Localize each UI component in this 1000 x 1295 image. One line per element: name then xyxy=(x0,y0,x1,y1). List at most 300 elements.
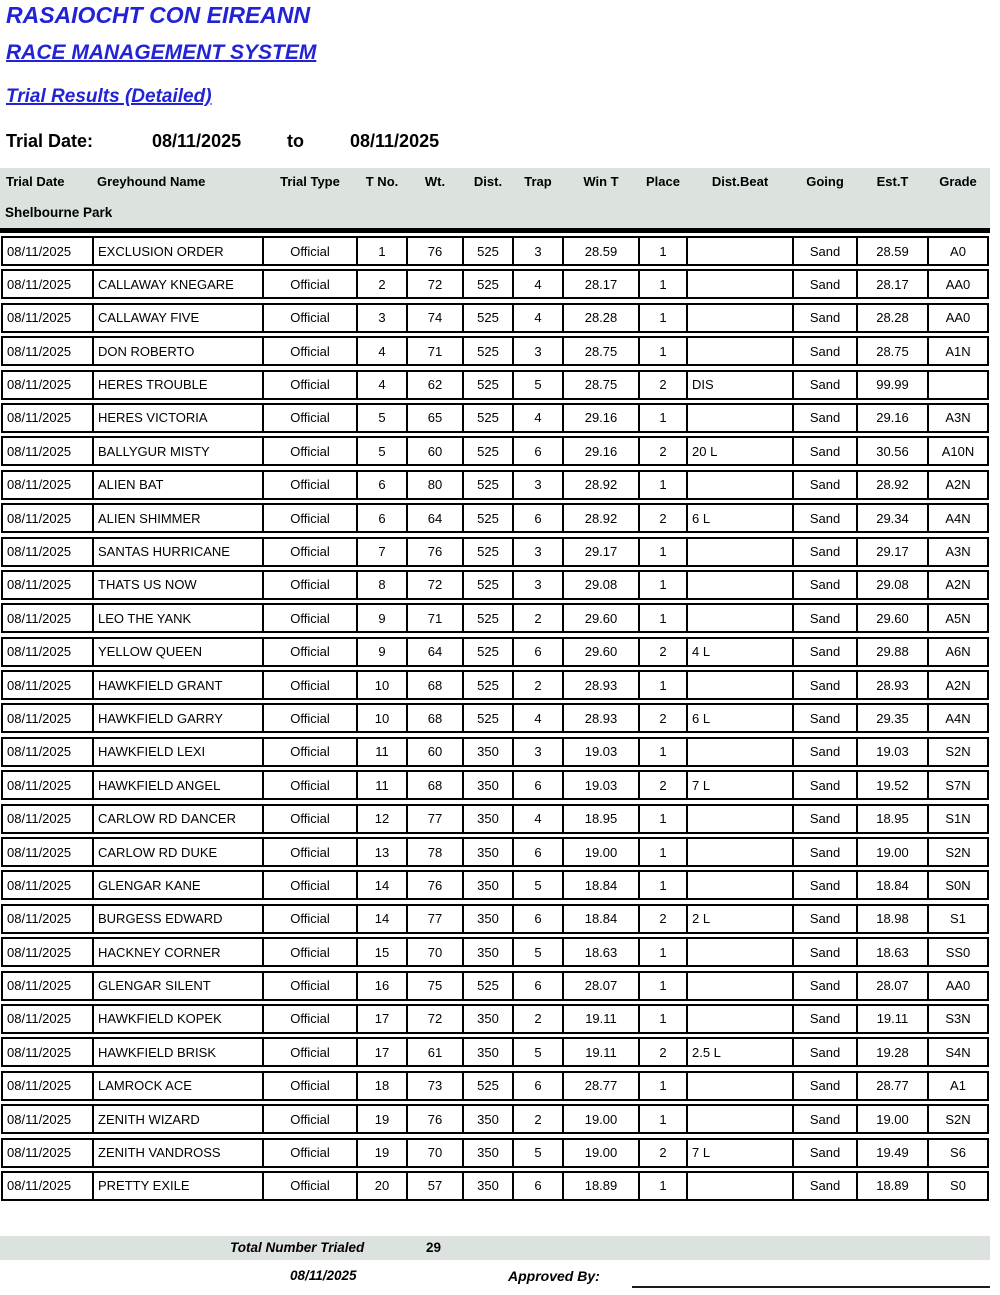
cell-greyhound-name: CALLAWAY FIVE xyxy=(94,305,264,331)
cell-grade: S0N xyxy=(945,877,971,893)
cell-win-t: 28.93 xyxy=(564,672,640,698)
cell-trap: 2 xyxy=(514,1006,564,1032)
cell-grade: A1N xyxy=(945,343,971,359)
table-row xyxy=(1,637,989,667)
cell-going: Sand xyxy=(794,739,858,765)
table-row xyxy=(1,804,989,834)
cell-trap: 3 xyxy=(514,539,564,565)
system-title: RACE MANAGEMENT SYSTEM xyxy=(6,41,317,64)
cell-trap: 2 xyxy=(514,672,564,698)
cell-trial-type: Official xyxy=(264,839,358,865)
cell-going: Sand xyxy=(794,1073,858,1099)
cell-grade: S6 xyxy=(950,1145,966,1161)
cell-dist-beat xyxy=(688,572,794,598)
cell-trial-type: Official xyxy=(264,973,358,999)
cell-est-t: 19.00 xyxy=(858,1106,929,1132)
cell-trial-type: Official xyxy=(264,271,358,297)
cell-trial-type: Official xyxy=(264,639,358,665)
cell-place: 1 xyxy=(640,605,688,631)
cell-trial-date: 08/11/2025 xyxy=(3,739,94,765)
cell-place: 1 xyxy=(640,539,688,565)
cell-t-no: 13 xyxy=(358,839,408,865)
total-trialed-value: 29 xyxy=(426,1240,442,1255)
cell-dist: 525 xyxy=(464,572,514,598)
cell-wt: 68 xyxy=(408,672,464,698)
cell-trial-date: 08/11/2025 xyxy=(3,238,94,264)
table-row xyxy=(1,503,989,533)
cell-est-t: 28.77 xyxy=(858,1073,929,1099)
cell-win-t: 18.95 xyxy=(564,806,640,832)
cell-going: Sand xyxy=(794,405,858,431)
cell-greyhound-name: ZENITH VANDROSS xyxy=(94,1140,264,1166)
cell-trap: 5 xyxy=(514,1039,564,1065)
cell-going: Sand xyxy=(794,672,858,698)
table-header-row xyxy=(2,174,988,189)
cell-t-no: 12 xyxy=(358,806,408,832)
table-row xyxy=(1,570,989,600)
cell-t-no: 15 xyxy=(358,939,408,965)
cell-wt: 77 xyxy=(408,906,464,932)
column-header-trial-date: Trial Date xyxy=(6,174,65,189)
cell-trap: 2 xyxy=(514,1106,564,1132)
cell-dist-beat xyxy=(688,839,794,865)
cell-t-no: 10 xyxy=(358,705,408,731)
cell-trial-date: 08/11/2025 xyxy=(3,539,94,565)
cell-grade: A5N xyxy=(945,610,971,626)
table-header-band xyxy=(0,168,990,228)
cell-dist: 525 xyxy=(464,539,514,565)
cell-going: Sand xyxy=(794,1173,858,1199)
table-row xyxy=(1,537,989,567)
cell-greyhound-name: ALIEN BAT xyxy=(94,472,264,498)
cell-grade: AA0 xyxy=(945,310,971,326)
cell-wt: 62 xyxy=(408,372,464,398)
cell-dist: 525 xyxy=(464,438,514,464)
cell-win-t: 28.75 xyxy=(564,338,640,364)
cell-est-t: 19.28 xyxy=(858,1039,929,1065)
cell-wt: 68 xyxy=(408,772,464,798)
cell-trial-date: 08/11/2025 xyxy=(3,605,94,631)
cell-trial-date: 08/11/2025 xyxy=(3,973,94,999)
cell-grade: AA0 xyxy=(945,978,971,994)
cell-dist-beat xyxy=(688,739,794,765)
cell-dist: 525 xyxy=(464,639,514,665)
cell-win-t: 28.93 xyxy=(564,705,640,731)
cell-dist-beat xyxy=(688,539,794,565)
cell-place: 1 xyxy=(640,1073,688,1099)
cell-dist: 525 xyxy=(464,338,514,364)
trial-date-from: 08/11/2025 xyxy=(152,131,242,151)
cell-trial-type: Official xyxy=(264,872,358,898)
cell-wt: 76 xyxy=(408,872,464,898)
cell-greyhound-name: HAWKFIELD GRANT xyxy=(94,672,264,698)
cell-grade: S2N xyxy=(945,744,971,760)
cell-trial-type: Official xyxy=(264,1140,358,1166)
cell-wt: 77 xyxy=(408,806,464,832)
cell-trial-type: Official xyxy=(264,1039,358,1065)
column-header-wt: Wt. xyxy=(424,174,446,189)
cell-wt: 72 xyxy=(408,1006,464,1032)
cell-grade: A1 xyxy=(950,1078,966,1094)
table-row xyxy=(1,770,989,800)
cell-grade: S2N xyxy=(945,844,971,860)
cell-greyhound-name: HAWKFIELD KOPEK xyxy=(94,1006,264,1032)
trial-date-line xyxy=(6,131,606,155)
table-row xyxy=(1,303,989,333)
cell-grade: S0 xyxy=(950,1178,966,1194)
cell-trial-date: 08/11/2025 xyxy=(3,1039,94,1065)
cell-dist-beat xyxy=(688,973,794,999)
cell-trap: 2 xyxy=(514,605,564,631)
cell-trial-date: 08/11/2025 xyxy=(3,472,94,498)
total-trialed-label: Total Number Trialed xyxy=(230,1240,365,1255)
cell-win-t: 18.84 xyxy=(564,906,640,932)
cell-trap: 6 xyxy=(514,639,564,665)
cell-trial-date: 08/11/2025 xyxy=(3,1140,94,1166)
cell-est-t: 19.03 xyxy=(858,739,929,765)
report-title: Trial Results (Detailed) xyxy=(6,86,212,107)
cell-dist-beat: DIS xyxy=(688,372,794,398)
cell-dist-beat xyxy=(688,1106,794,1132)
cell-dist: 525 xyxy=(464,405,514,431)
cell-t-no: 20 xyxy=(358,1173,408,1199)
cell-place: 1 xyxy=(640,872,688,898)
cell-trial-date: 08/11/2025 xyxy=(3,1006,94,1032)
cell-greyhound-name: BURGESS EDWARD xyxy=(94,906,264,932)
cell-t-no: 14 xyxy=(358,906,408,932)
cell-going: Sand xyxy=(794,839,858,865)
cell-greyhound-name: DON ROBERTO xyxy=(94,338,264,364)
cell-dist-beat: 20 L xyxy=(688,438,794,464)
cell-dist-beat xyxy=(688,238,794,264)
cell-place: 1 xyxy=(640,672,688,698)
cell-trial-type: Official xyxy=(264,539,358,565)
cell-grade: S4N xyxy=(945,1044,971,1060)
cell-greyhound-name: LAMROCK ACE xyxy=(94,1073,264,1099)
cell-greyhound-name: PRETTY EXILE xyxy=(94,1173,264,1199)
cell-trial-type: Official xyxy=(264,705,358,731)
cell-win-t: 28.75 xyxy=(564,372,640,398)
cell-trial-type: Official xyxy=(264,672,358,698)
cell-place: 2 xyxy=(640,438,688,464)
cell-dist: 350 xyxy=(464,1006,514,1032)
cell-dist: 350 xyxy=(464,906,514,932)
cell-place: 2 xyxy=(640,772,688,798)
cell-wt: 73 xyxy=(408,1073,464,1099)
cell-place: 2 xyxy=(640,906,688,932)
cell-going: Sand xyxy=(794,372,858,398)
column-header-trial-type: Trial Type xyxy=(280,174,340,189)
cell-win-t: 28.77 xyxy=(564,1073,640,1099)
cell-est-t: 29.16 xyxy=(858,405,929,431)
cell-dist: 525 xyxy=(464,672,514,698)
column-header-greyhound-name: Greyhound Name xyxy=(97,174,206,189)
cell-win-t: 28.92 xyxy=(564,472,640,498)
cell-wt: 70 xyxy=(408,1140,464,1166)
cell-win-t: 19.11 xyxy=(564,1039,640,1065)
cell-wt: 60 xyxy=(408,739,464,765)
cell-t-no: 9 xyxy=(358,639,408,665)
cell-est-t: 19.52 xyxy=(858,772,929,798)
cell-trial-type: Official xyxy=(264,305,358,331)
cell-trap: 4 xyxy=(514,305,564,331)
cell-t-no: 10 xyxy=(358,672,408,698)
cell-grade: A4N xyxy=(945,710,971,726)
cell-trap: 6 xyxy=(514,438,564,464)
cell-est-t: 28.93 xyxy=(858,672,929,698)
cell-win-t: 19.00 xyxy=(564,1140,640,1166)
table-row xyxy=(1,837,989,867)
cell-t-no: 9 xyxy=(358,605,408,631)
cell-going: Sand xyxy=(794,605,858,631)
cell-est-t: 18.89 xyxy=(858,1173,929,1199)
cell-greyhound-name: LEO THE YANK xyxy=(94,605,264,631)
column-header-place: Place xyxy=(646,174,680,189)
cell-going: Sand xyxy=(794,438,858,464)
cell-wt: 64 xyxy=(408,639,464,665)
column-header-trap: Trap xyxy=(524,174,552,189)
cell-going: Sand xyxy=(794,505,858,531)
table-row xyxy=(1,1037,989,1067)
cell-win-t: 19.03 xyxy=(564,739,640,765)
cell-trial-date: 08/11/2025 xyxy=(3,705,94,731)
table-row xyxy=(1,436,989,466)
cell-greyhound-name: GLENGAR KANE xyxy=(94,872,264,898)
cell-going: Sand xyxy=(794,472,858,498)
cell-going: Sand xyxy=(794,806,858,832)
cell-trial-date: 08/11/2025 xyxy=(3,372,94,398)
table-row xyxy=(1,403,989,433)
cell-est-t: 18.95 xyxy=(858,806,929,832)
cell-dist: 525 xyxy=(464,372,514,398)
cell-dist-beat: 6 L xyxy=(688,505,794,531)
cell-win-t: 28.92 xyxy=(564,505,640,531)
cell-wt: 68 xyxy=(408,705,464,731)
cell-t-no: 7 xyxy=(358,539,408,565)
table-row xyxy=(1,870,989,900)
cell-trap: 5 xyxy=(514,872,564,898)
cell-t-no: 11 xyxy=(358,772,408,798)
cell-dist: 350 xyxy=(464,939,514,965)
cell-place: 1 xyxy=(640,572,688,598)
cell-wt: 76 xyxy=(408,539,464,565)
cell-trial-date: 08/11/2025 xyxy=(3,639,94,665)
cell-wt: 70 xyxy=(408,939,464,965)
cell-trap: 6 xyxy=(514,505,564,531)
cell-t-no: 2 xyxy=(358,271,408,297)
cell-place: 1 xyxy=(640,939,688,965)
cell-dist: 350 xyxy=(464,806,514,832)
cell-going: Sand xyxy=(794,973,858,999)
cell-grade: A0 xyxy=(950,243,966,259)
cell-est-t: 19.49 xyxy=(858,1140,929,1166)
cell-greyhound-name: HERES TROUBLE xyxy=(94,372,264,398)
cell-dist: 525 xyxy=(464,1073,514,1099)
cell-place: 1 xyxy=(640,338,688,364)
table-row xyxy=(1,269,989,299)
cell-t-no: 18 xyxy=(358,1073,408,1099)
cell-grade: A3N xyxy=(945,544,971,560)
cell-dist: 525 xyxy=(464,305,514,331)
cell-dist-beat xyxy=(688,1073,794,1099)
cell-est-t: 18.98 xyxy=(858,906,929,932)
cell-est-t: 19.11 xyxy=(858,1006,929,1032)
cell-t-no: 17 xyxy=(358,1006,408,1032)
cell-trial-date: 08/11/2025 xyxy=(3,572,94,598)
cell-est-t: 29.35 xyxy=(858,705,929,731)
column-header-est-t: Est.T xyxy=(876,174,909,189)
cell-greyhound-name: HERES VICTORIA xyxy=(94,405,264,431)
cell-dist: 350 xyxy=(464,1106,514,1132)
cell-going: Sand xyxy=(794,1039,858,1065)
cell-win-t: 29.16 xyxy=(564,438,640,464)
cell-trial-date: 08/11/2025 xyxy=(3,438,94,464)
cell-going: Sand xyxy=(794,639,858,665)
table-row xyxy=(1,336,989,366)
cell-trial-date: 08/11/2025 xyxy=(3,505,94,531)
cell-wt: 60 xyxy=(408,438,464,464)
org-title: RASAIOCHT CON EIREANN xyxy=(6,2,311,28)
cell-trap: 6 xyxy=(514,1073,564,1099)
cell-win-t: 19.03 xyxy=(564,772,640,798)
cell-trial-type: Official xyxy=(264,372,358,398)
column-header-grade: Grade xyxy=(939,174,977,189)
cell-trial-type: Official xyxy=(264,739,358,765)
cell-wt: 76 xyxy=(408,238,464,264)
cell-t-no: 4 xyxy=(358,372,408,398)
cell-win-t: 28.59 xyxy=(564,238,640,264)
cell-grade: A2N xyxy=(945,477,971,493)
cell-est-t: 29.34 xyxy=(858,505,929,531)
column-header-win-t: Win T xyxy=(583,174,619,189)
trial-date-to: 08/11/2025 xyxy=(350,131,440,151)
cell-grade: S3N xyxy=(945,1011,971,1027)
table-row xyxy=(1,470,989,500)
cell-greyhound-name: GLENGAR SILENT xyxy=(94,973,264,999)
cell-dist: 350 xyxy=(464,772,514,798)
cell-grade: S7N xyxy=(945,777,971,793)
cell-trap: 6 xyxy=(514,772,564,798)
cell-wt: 72 xyxy=(408,271,464,297)
cell-trial-type: Official xyxy=(264,1006,358,1032)
cell-trial-date: 08/11/2025 xyxy=(3,305,94,331)
cell-dist: 525 xyxy=(464,605,514,631)
cell-place: 2 xyxy=(640,505,688,531)
cell-place: 1 xyxy=(640,739,688,765)
cell-wt: 61 xyxy=(408,1039,464,1065)
approved-by-label: Approved By: xyxy=(508,1268,600,1284)
cell-trap: 3 xyxy=(514,238,564,264)
cell-greyhound-name: CALLAWAY KNEGARE xyxy=(94,271,264,297)
cell-dist: 350 xyxy=(464,1039,514,1065)
cell-dist-beat xyxy=(688,605,794,631)
cell-grade: A2N xyxy=(945,577,971,593)
table-row xyxy=(1,1171,989,1201)
cell-greyhound-name: EXCLUSION ORDER xyxy=(94,238,264,264)
cell-wt: 71 xyxy=(408,338,464,364)
cell-place: 1 xyxy=(640,405,688,431)
cell-win-t: 28.28 xyxy=(564,305,640,331)
cell-est-t: 28.17 xyxy=(858,271,929,297)
cell-trial-date: 08/11/2025 xyxy=(3,338,94,364)
cell-dist: 525 xyxy=(464,472,514,498)
cell-dist: 350 xyxy=(464,739,514,765)
cell-grade: S2N xyxy=(945,1111,971,1127)
cell-greyhound-name: ZENITH WIZARD xyxy=(94,1106,264,1132)
cell-going: Sand xyxy=(794,1106,858,1132)
cell-t-no: 1 xyxy=(358,238,408,264)
cell-place: 1 xyxy=(640,806,688,832)
cell-trial-type: Official xyxy=(264,505,358,531)
cell-est-t: 28.07 xyxy=(858,973,929,999)
cell-est-t: 29.88 xyxy=(858,639,929,665)
cell-dist: 525 xyxy=(464,505,514,531)
cell-est-t: 28.28 xyxy=(858,305,929,331)
table-row xyxy=(1,670,989,700)
header-divider-line xyxy=(0,228,990,233)
cell-wt: 74 xyxy=(408,305,464,331)
cell-dist-beat: 4 L xyxy=(688,639,794,665)
cell-going: Sand xyxy=(794,872,858,898)
cell-greyhound-name: HAWKFIELD BRISK xyxy=(94,1039,264,1065)
cell-going: Sand xyxy=(794,539,858,565)
cell-wt: 64 xyxy=(408,505,464,531)
column-header-t-no: T No. xyxy=(365,174,399,189)
cell-dist: 525 xyxy=(464,238,514,264)
cell-place: 2 xyxy=(640,372,688,398)
table-row xyxy=(1,904,989,934)
cell-win-t: 18.84 xyxy=(564,872,640,898)
cell-wt: 78 xyxy=(408,839,464,865)
cell-trial-type: Official xyxy=(264,1106,358,1132)
cell-dist-beat xyxy=(688,672,794,698)
cell-place: 2 xyxy=(640,705,688,731)
table-row xyxy=(1,236,989,266)
to-label: to xyxy=(287,131,304,151)
cell-win-t: 29.17 xyxy=(564,539,640,565)
footer-date: 08/11/2025 xyxy=(290,1268,357,1283)
cell-dist: 350 xyxy=(464,872,514,898)
cell-trap: 4 xyxy=(514,271,564,297)
cell-trap: 3 xyxy=(514,739,564,765)
cell-trial-type: Official xyxy=(264,338,358,364)
cell-trap: 5 xyxy=(514,372,564,398)
cell-going: Sand xyxy=(794,705,858,731)
cell-place: 1 xyxy=(640,1006,688,1032)
cell-greyhound-name: ALIEN SHIMMER xyxy=(94,505,264,531)
cell-place: 1 xyxy=(640,472,688,498)
cell-place: 2 xyxy=(640,1039,688,1065)
cell-wt: 57 xyxy=(408,1173,464,1199)
cell-dist-beat: 7 L xyxy=(688,1140,794,1166)
cell-dist-beat xyxy=(688,1006,794,1032)
cell-going: Sand xyxy=(794,305,858,331)
cell-est-t: 29.08 xyxy=(858,572,929,598)
cell-greyhound-name: HAWKFIELD ANGEL xyxy=(94,772,264,798)
table-row xyxy=(1,737,989,767)
cell-t-no: 5 xyxy=(358,438,408,464)
cell-dist-beat: 6 L xyxy=(688,705,794,731)
cell-t-no: 4 xyxy=(358,338,408,364)
cell-grade: A3N xyxy=(945,410,971,426)
cell-est-t: 28.75 xyxy=(858,338,929,364)
cell-grade: A4N xyxy=(945,510,971,526)
cell-trial-type: Official xyxy=(264,472,358,498)
column-header-dist: Dist. xyxy=(473,174,503,189)
cell-dist-beat xyxy=(688,872,794,898)
cell-dist: 350 xyxy=(464,1140,514,1166)
table-row xyxy=(1,1004,989,1034)
